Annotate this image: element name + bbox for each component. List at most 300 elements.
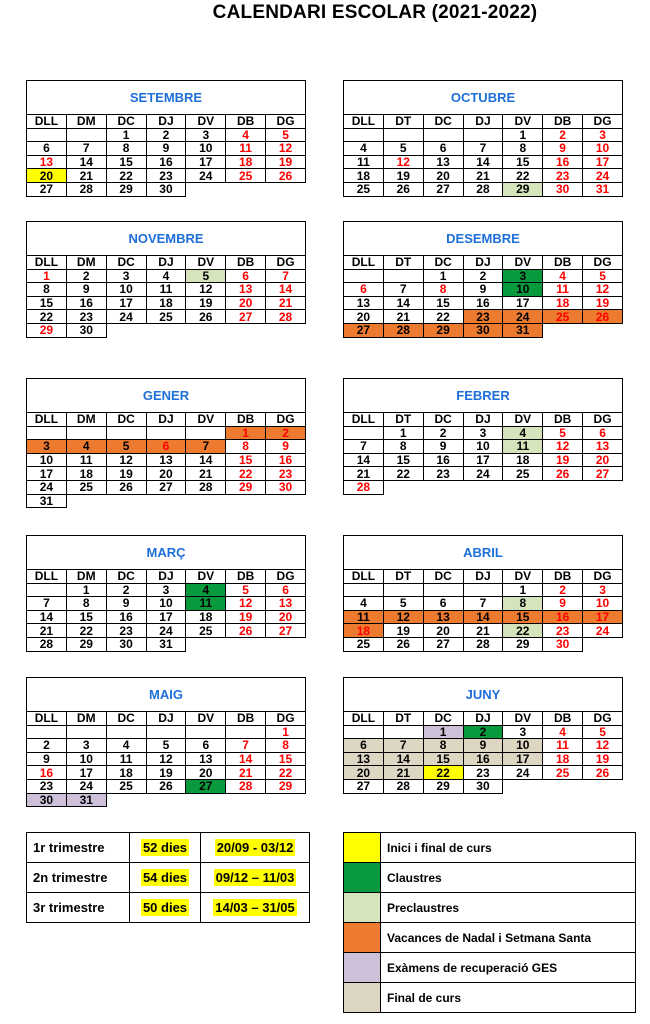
day-cell: 9 (266, 440, 306, 454)
day-cell: 19 (383, 624, 423, 638)
day-cell: 12 (383, 610, 423, 624)
day-cell: 10 (463, 440, 503, 454)
month-title: MARÇ (27, 536, 306, 570)
day-cell: 27 (344, 779, 384, 793)
day-cell: 7 (383, 283, 423, 297)
empty-cell (543, 480, 583, 494)
empty-cell (186, 637, 226, 651)
day-cell: 23 (543, 624, 583, 638)
legend-row (344, 923, 636, 953)
day-cell: 27 (27, 182, 67, 196)
day-cell: 20 (266, 610, 306, 624)
empty-cell (186, 793, 226, 807)
day-cell: 29 (503, 182, 543, 196)
day-cell: 12 (146, 752, 186, 766)
month-title: MAIG (27, 678, 306, 712)
day-cell: 1 (503, 128, 543, 142)
day-cell: 31 (27, 494, 67, 508)
month-maig (26, 677, 306, 807)
day-cell: 19 (543, 453, 583, 467)
day-cell: 25 (146, 310, 186, 324)
day-cell: 24 (583, 169, 623, 183)
weekday-header: DB (226, 115, 266, 129)
day-cell: 30 (543, 637, 583, 651)
day-cell: 16 (27, 766, 67, 780)
day-cell: 24 (106, 310, 146, 324)
day-cell: 13 (186, 752, 226, 766)
day-cell: 14 (66, 155, 106, 169)
day-cell: 5 (266, 128, 306, 142)
day-cell: 21 (266, 296, 306, 310)
day-cell: 26 (583, 310, 623, 324)
legend-label: Inici i final de curs (381, 833, 636, 863)
day-cell: 20 (583, 453, 623, 467)
day-cell: 16 (543, 155, 583, 169)
legend-row (344, 953, 636, 983)
weekday-header: DV (503, 256, 543, 270)
day-cell: 23 (463, 766, 503, 780)
legend-label: Exàmens de recuperació GES (381, 953, 636, 983)
day-cell: 12 (383, 155, 423, 169)
legend-swatch (344, 893, 381, 923)
empty-cell (186, 182, 226, 196)
day-cell: 14 (344, 453, 384, 467)
weekday-header: DB (543, 570, 583, 584)
day-cell: 23 (266, 467, 306, 481)
day-cell: 15 (106, 155, 146, 169)
legend-swatch (344, 863, 381, 893)
day-cell: 2 (146, 128, 186, 142)
day-cell: 4 (226, 128, 266, 142)
empty-cell (106, 426, 146, 440)
trimester-name: 2n trimestre (27, 863, 130, 893)
empty-cell (423, 480, 463, 494)
weekday-header: DC (106, 413, 146, 427)
weekday-header: DLL (344, 712, 384, 726)
day-cell: 17 (463, 453, 503, 467)
month-title: JUNY (344, 678, 623, 712)
weekday-header: DG (266, 256, 306, 270)
day-cell: 24 (503, 766, 543, 780)
weekday-header: DJ (463, 115, 503, 129)
weekday-header: DM (66, 570, 106, 584)
weekday-header: DJ (146, 115, 186, 129)
weekday-header: DB (226, 413, 266, 427)
day-cell: 27 (583, 467, 623, 481)
day-cell: 24 (583, 624, 623, 638)
weekday-header: DT (383, 570, 423, 584)
day-cell: 7 (344, 440, 384, 454)
weekday-header: DC (423, 570, 463, 584)
weekday-header: DC (106, 570, 146, 584)
day-cell: 25 (543, 310, 583, 324)
trimester-name: 1r trimestre (27, 833, 130, 863)
trimester-row (27, 893, 310, 923)
weekday-header: DLL (27, 256, 67, 270)
day-cell: 2 (27, 739, 67, 753)
day-cell: 13 (344, 296, 384, 310)
day-cell: 11 (106, 752, 146, 766)
day-cell: 21 (463, 169, 503, 183)
day-cell: 18 (344, 624, 384, 638)
weekday-header: DLL (344, 570, 384, 584)
day-cell: 28 (383, 323, 423, 337)
day-cell: 6 (186, 739, 226, 753)
trimester-days: 54 dies (142, 870, 188, 885)
empty-cell (146, 793, 186, 807)
weekday-header: DC (423, 413, 463, 427)
empty-cell (186, 725, 226, 739)
day-cell: 25 (186, 624, 226, 638)
day-cell: 5 (226, 583, 266, 597)
empty-cell (266, 637, 306, 651)
empty-cell (266, 323, 306, 337)
weekday-header: DV (186, 712, 226, 726)
day-cell: 5 (186, 269, 226, 283)
day-cell: 30 (266, 480, 306, 494)
day-cell: 30 (66, 323, 106, 337)
day-cell: 12 (543, 440, 583, 454)
day-cell: 30 (463, 779, 503, 793)
empty-cell (344, 426, 384, 440)
day-cell: 24 (503, 310, 543, 324)
day-cell: 27 (186, 779, 226, 793)
day-cell: 8 (106, 142, 146, 156)
weekday-header: DV (503, 570, 543, 584)
month-gener (26, 378, 306, 508)
day-cell: 29 (423, 323, 463, 337)
day-cell: 19 (583, 752, 623, 766)
day-cell: 28 (344, 480, 384, 494)
day-cell: 9 (463, 739, 503, 753)
weekday-header: DG (583, 256, 623, 270)
empty-cell (344, 583, 384, 597)
day-cell: 16 (423, 453, 463, 467)
trimester-days: 52 dies (142, 840, 188, 855)
day-cell: 21 (226, 766, 266, 780)
day-cell: 17 (583, 610, 623, 624)
day-cell: 25 (543, 766, 583, 780)
day-cell: 14 (463, 155, 503, 169)
day-cell: 18 (66, 467, 106, 481)
day-cell: 28 (463, 182, 503, 196)
page-title: CALENDARI ESCOLAR (2021-2022) (212, 2, 538, 23)
day-cell: 25 (106, 779, 146, 793)
day-cell: 5 (383, 597, 423, 611)
day-cell: 27 (423, 637, 463, 651)
day-cell: 16 (463, 296, 503, 310)
empty-cell (27, 725, 67, 739)
empty-cell (463, 480, 503, 494)
day-cell: 23 (543, 169, 583, 183)
empty-cell (543, 779, 583, 793)
legend-label: Final de curs (381, 983, 636, 1013)
day-cell: 20 (186, 766, 226, 780)
day-cell: 3 (186, 128, 226, 142)
day-cell: 22 (66, 624, 106, 638)
day-cell: 19 (106, 467, 146, 481)
empty-cell (66, 426, 106, 440)
day-cell: 25 (226, 169, 266, 183)
weekday-header: DB (226, 570, 266, 584)
day-cell: 4 (106, 739, 146, 753)
empty-cell (106, 494, 146, 508)
day-cell: 25 (66, 480, 106, 494)
day-cell: 20 (146, 467, 186, 481)
day-cell: 14 (463, 610, 503, 624)
legend-swatch (344, 833, 381, 863)
day-cell: 2 (543, 583, 583, 597)
day-cell: 6 (226, 269, 266, 283)
day-cell: 10 (66, 752, 106, 766)
empty-cell (266, 182, 306, 196)
day-cell: 6 (27, 142, 67, 156)
empty-cell (583, 637, 623, 651)
day-cell: 10 (583, 142, 623, 156)
day-cell: 15 (423, 752, 463, 766)
day-cell: 19 (146, 766, 186, 780)
day-cell: 9 (423, 440, 463, 454)
day-cell: 26 (146, 779, 186, 793)
day-cell: 8 (423, 283, 463, 297)
day-cell: 29 (423, 779, 463, 793)
day-cell: 12 (583, 283, 623, 297)
day-cell: 9 (27, 752, 67, 766)
day-cell: 21 (66, 169, 106, 183)
month-novembre (26, 221, 306, 338)
day-cell: 24 (27, 480, 67, 494)
day-cell: 4 (543, 269, 583, 283)
empty-cell (27, 583, 67, 597)
legend-table (343, 832, 636, 1013)
trimester-range: 14/03 – 31/05 (215, 900, 295, 915)
legend-swatch (344, 923, 381, 953)
day-cell: 8 (226, 440, 266, 454)
day-cell: 4 (186, 583, 226, 597)
weekday-header: DV (186, 256, 226, 270)
day-cell: 16 (463, 752, 503, 766)
empty-cell (106, 793, 146, 807)
day-cell: 19 (583, 296, 623, 310)
month-abril (343, 535, 623, 652)
empty-cell (543, 323, 583, 337)
day-cell: 7 (226, 739, 266, 753)
trimester-days: 50 dies (142, 900, 188, 915)
month-title: FEBRER (344, 379, 623, 413)
day-cell: 7 (186, 440, 226, 454)
day-cell: 17 (503, 296, 543, 310)
day-cell: 14 (27, 610, 67, 624)
day-cell: 30 (146, 182, 186, 196)
weekday-header: DLL (344, 413, 384, 427)
empty-cell (583, 323, 623, 337)
day-cell: 6 (266, 583, 306, 597)
weekday-header: DJ (146, 570, 186, 584)
day-cell: 28 (27, 637, 67, 651)
weekday-header: DLL (27, 115, 67, 129)
day-cell: 15 (27, 296, 67, 310)
weekday-header: DG (583, 413, 623, 427)
empty-cell (27, 426, 67, 440)
day-cell: 5 (383, 142, 423, 156)
empty-cell (344, 269, 384, 283)
day-cell: 20 (423, 624, 463, 638)
day-cell: 26 (226, 624, 266, 638)
day-cell: 13 (423, 155, 463, 169)
empty-cell (146, 323, 186, 337)
day-cell: 2 (423, 426, 463, 440)
day-cell: 16 (146, 155, 186, 169)
day-cell: 26 (543, 467, 583, 481)
day-cell: 5 (106, 440, 146, 454)
weekday-header: DB (543, 712, 583, 726)
day-cell: 12 (106, 453, 146, 467)
day-cell: 11 (543, 283, 583, 297)
weekday-header: DC (423, 712, 463, 726)
empty-cell (66, 494, 106, 508)
day-cell: 24 (66, 779, 106, 793)
day-cell: 17 (146, 610, 186, 624)
day-cell: 16 (66, 296, 106, 310)
day-cell: 11 (503, 440, 543, 454)
day-cell: 17 (583, 155, 623, 169)
day-cell: 21 (344, 467, 384, 481)
day-cell: 22 (27, 310, 67, 324)
day-cell: 24 (186, 169, 226, 183)
day-cell: 30 (27, 793, 67, 807)
day-cell: 3 (146, 583, 186, 597)
day-cell: 26 (383, 637, 423, 651)
day-cell: 8 (266, 739, 306, 753)
legend-label: Vacances de Nadal i Setmana Santa (381, 923, 636, 953)
day-cell: 10 (146, 597, 186, 611)
month-title: NOVEMBRE (27, 222, 306, 256)
day-cell: 4 (344, 142, 384, 156)
day-cell: 6 (423, 142, 463, 156)
empty-cell (383, 128, 423, 142)
day-cell: 29 (226, 480, 266, 494)
empty-cell (66, 128, 106, 142)
day-cell: 10 (583, 597, 623, 611)
day-cell: 18 (226, 155, 266, 169)
day-cell: 1 (27, 269, 67, 283)
weekday-header: DLL (27, 413, 67, 427)
empty-cell (27, 128, 67, 142)
day-cell: 9 (463, 283, 503, 297)
month-title: OCTUBRE (344, 81, 623, 115)
day-cell: 24 (463, 467, 503, 481)
day-cell: 3 (503, 269, 543, 283)
day-cell: 27 (226, 310, 266, 324)
weekday-header: DV (503, 413, 543, 427)
day-cell: 7 (383, 739, 423, 753)
day-cell: 19 (266, 155, 306, 169)
empty-cell (186, 323, 226, 337)
weekday-header: DB (543, 115, 583, 129)
day-cell: 15 (226, 453, 266, 467)
legend-row (344, 983, 636, 1013)
day-cell: 30 (463, 323, 503, 337)
day-cell: 23 (27, 779, 67, 793)
day-cell: 6 (423, 597, 463, 611)
weekday-header: DJ (146, 712, 186, 726)
day-cell: 1 (503, 583, 543, 597)
day-cell: 9 (66, 283, 106, 297)
day-cell: 4 (543, 725, 583, 739)
day-cell: 28 (383, 779, 423, 793)
weekday-header: DT (383, 413, 423, 427)
day-cell: 11 (344, 155, 384, 169)
empty-cell (146, 725, 186, 739)
day-cell: 28 (186, 480, 226, 494)
day-cell: 2 (106, 583, 146, 597)
empty-cell (383, 725, 423, 739)
day-cell: 3 (583, 128, 623, 142)
weekday-header: DG (266, 115, 306, 129)
day-cell: 29 (27, 323, 67, 337)
empty-cell (383, 480, 423, 494)
day-cell: 3 (27, 440, 67, 454)
weekday-header: DC (423, 115, 463, 129)
day-cell: 6 (344, 739, 384, 753)
day-cell: 20 (423, 169, 463, 183)
empty-cell (344, 128, 384, 142)
day-cell: 23 (463, 310, 503, 324)
empty-cell (106, 725, 146, 739)
day-cell: 25 (503, 467, 543, 481)
month-title: ABRIL (344, 536, 623, 570)
legend-swatch (344, 983, 381, 1013)
day-cell: 9 (106, 597, 146, 611)
day-cell: 22 (106, 169, 146, 183)
weekday-header: DV (186, 115, 226, 129)
day-cell: 15 (423, 296, 463, 310)
day-cell: 11 (226, 142, 266, 156)
day-cell: 1 (423, 269, 463, 283)
day-cell: 12 (226, 597, 266, 611)
legend-label: Preclaustres (381, 893, 636, 923)
day-cell: 26 (583, 766, 623, 780)
weekday-header: DV (186, 413, 226, 427)
day-cell: 7 (463, 142, 503, 156)
empty-cell (503, 779, 543, 793)
day-cell: 27 (344, 323, 384, 337)
empty-cell (226, 494, 266, 508)
weekday-header: DV (186, 570, 226, 584)
day-cell: 31 (66, 793, 106, 807)
day-cell: 20 (344, 766, 384, 780)
weekday-header: DJ (463, 256, 503, 270)
month-octubre (343, 80, 623, 197)
day-cell: 26 (266, 169, 306, 183)
day-cell: 23 (66, 310, 106, 324)
weekday-header: DG (583, 712, 623, 726)
day-cell: 1 (266, 725, 306, 739)
day-cell: 2 (543, 128, 583, 142)
day-cell: 21 (383, 310, 423, 324)
day-cell: 8 (383, 440, 423, 454)
day-cell: 31 (146, 637, 186, 651)
day-cell: 1 (66, 583, 106, 597)
month-title: DESEMBRE (344, 222, 623, 256)
day-cell: 20 (226, 296, 266, 310)
day-cell: 7 (266, 269, 306, 283)
day-cell: 10 (503, 283, 543, 297)
day-cell: 12 (583, 739, 623, 753)
day-cell: 15 (383, 453, 423, 467)
empty-cell (583, 779, 623, 793)
trimester-name: 3r trimestre (27, 893, 130, 923)
